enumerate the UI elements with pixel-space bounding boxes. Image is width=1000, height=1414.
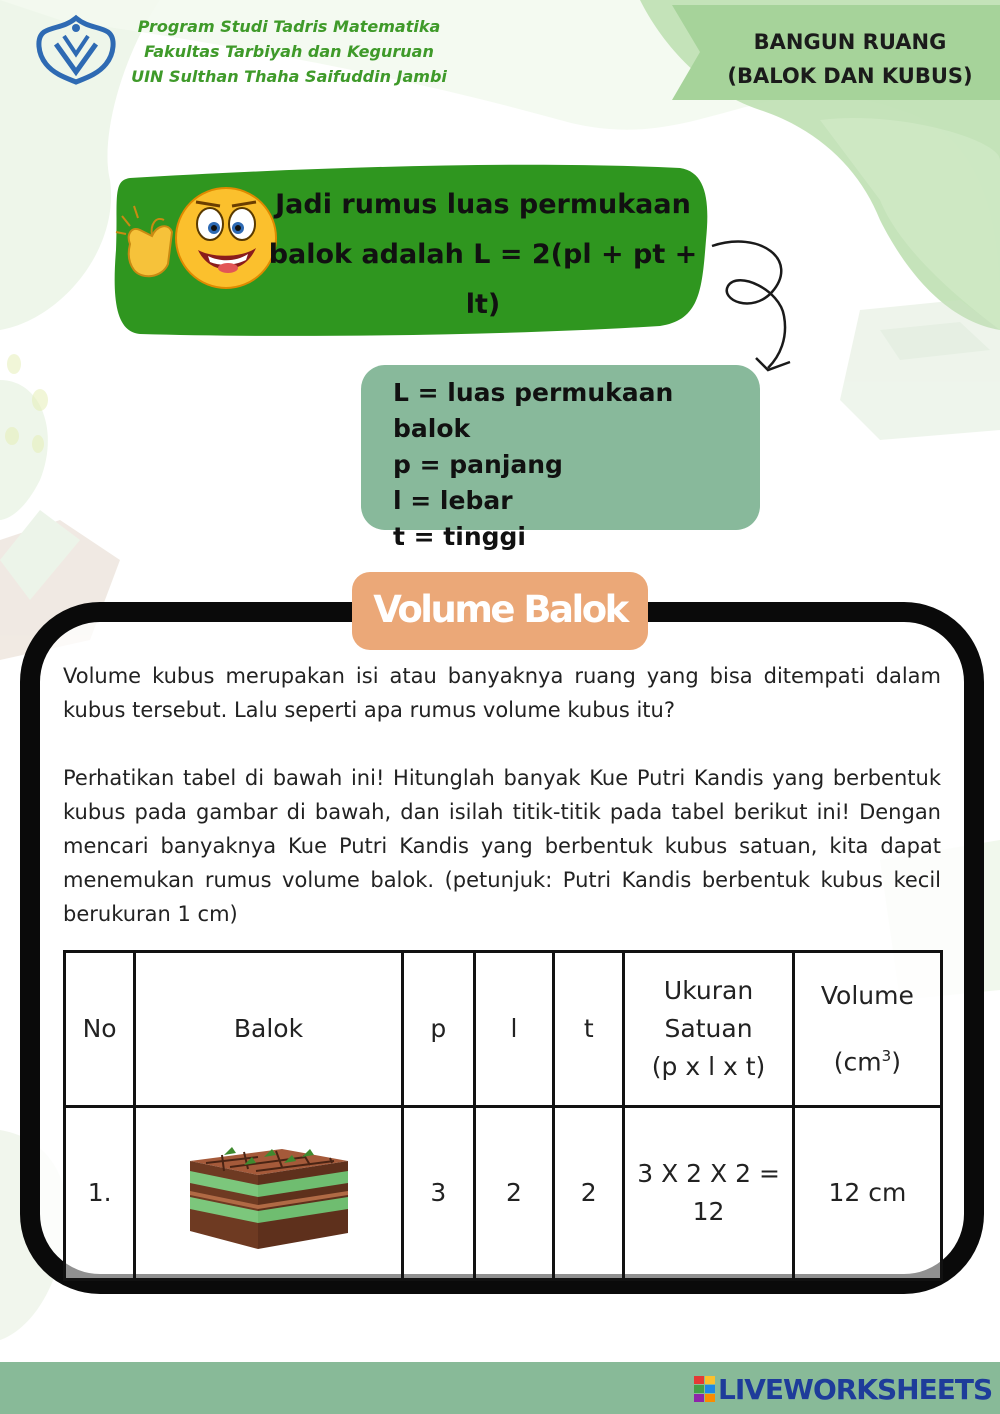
header-volume-close: ) [891,1047,901,1077]
volume-table [63,950,943,1281]
header-ukuran-satuan [624,952,793,1107]
liveworksheets-logo-icon [694,1376,716,1402]
institution-line: UIN Sulthan Thaha Saifuddin Jambi [131,67,447,86]
cell-ukuran-line: 3 X 2 X 2 = [637,1159,780,1188]
university-logo [34,14,118,86]
cell-volume: 12 cm [793,1107,941,1280]
liveworksheets-brand[interactable]: LIVEWORKSHEETS [718,1373,993,1406]
cell-ukuran-satuan [624,1107,793,1280]
cell-t: 2 [554,1107,624,1280]
topic-line: (BALOK DAN KUBUS) [727,64,973,88]
formula-line: balok adalah L = 2(pl + pt + lt) [268,239,698,320]
cell-no: 1. [65,1107,135,1280]
header-ukuran-line: Satuan [664,1014,753,1043]
putri-kandis-cake-image [184,1127,354,1259]
legend-item: t = tinggi [393,522,526,551]
header-volume-unit: (cm [833,1047,882,1077]
institution-line: Program Studi Tadris Matematika [137,17,441,36]
table-row [65,1107,942,1280]
header-ukuran-line: Ukuran [663,976,754,1005]
variable-legend [393,375,753,555]
cell-ukuran-line: 12 [692,1197,725,1226]
institution-name [114,14,464,89]
header-balok: Balok [135,952,403,1107]
topic-banner [700,25,1000,93]
surface-area-formula [268,180,698,330]
header-p: p [402,952,474,1107]
formula-line: Jadi rumus luas permukaan [275,189,691,220]
instruction-paragraph: Perhatikan tabel di bawah ini! Hitunglah banyak Kue Putri Kandis yang berbentuk kubus pada gambar di bawah, dan isilah titik-titik pada tabel berikut ini! Dengan mencari banyaknya Kue Putri Kandis yang berbentuk kubus satuan, kita dapat menemukan rumus volume balok. (petunjuk: Putri Kandis berbentuk kubus kecil berukuran 1 cm) [63,766,941,926]
header-l: l [474,952,553,1107]
cell-l: 2 [474,1107,553,1280]
header-ukuran-line: (p x l x t) [651,1052,766,1081]
institution-line: Fakultas Tarbiyah dan Keguruan [144,42,434,61]
legend-item: L = luas permukaan balok [393,378,674,443]
header-volume [793,952,941,1107]
smiley-pointing-icon [112,186,288,290]
legend-item: l = lebar [393,486,513,515]
legend-item: p = panjang [393,450,563,479]
section-title: Volume Balok [373,588,627,631]
cell-p: 3 [402,1107,474,1280]
header-t: t [554,952,624,1107]
header-volume-label: Volume [820,980,914,1010]
table-header-row [65,952,942,1107]
header-volume-sup: 3 [881,1046,892,1065]
header-no: No [65,952,135,1107]
cell-balok [135,1107,403,1280]
intro-paragraph: Volume kubus merupakan isi atau banyaknya ruang yang bisa ditempati dalam kubus tersebut. Lalu seperti apa rumus volume kubus itu? [63,664,941,722]
topic-line: BANGUN RUANG [753,30,947,54]
